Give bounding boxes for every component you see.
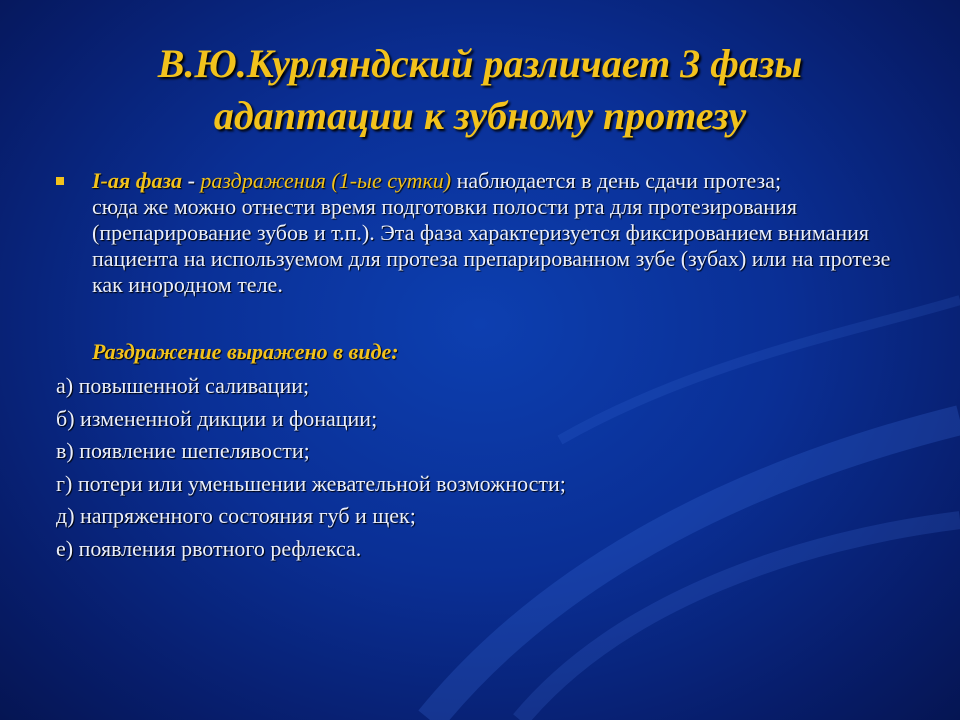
phase-description: раздражения (1-ые сутки) — [200, 168, 452, 193]
list-item: д) напряженного состояния губ и щек; — [56, 503, 416, 529]
phase-paragraph — [64, 168, 914, 298]
slide-title-line-1: В.Ю.Курляндский различает 3 фазы — [157, 41, 803, 86]
phase-continuation: сюда же можно отнести время подготовки полости рта для протезирования (препарирование зубов и т.п.). Эта фаза характеризуется фиксированием внимания пациента на используемом для протеза препарированном зубе (зубах) или на протезе как инородном теле. — [92, 194, 891, 297]
list-item: б) измененной дикции и фонации; — [56, 405, 378, 431]
phase-first-line — [64, 168, 914, 194]
irritation-subtitle: Раздражение выражено в виде: — [92, 339, 399, 364]
list-item: е) появления рвотного рефлекса. — [56, 535, 362, 561]
phase-separator: - — [182, 168, 201, 193]
phase-line1-rest: наблюдается в день сдачи протеза; — [451, 168, 782, 193]
square-bullet-icon — [56, 177, 64, 185]
list-item: а) повышенной саливации; — [56, 373, 310, 398]
phase-name: I-ая фаза — [92, 168, 183, 193]
slide-title — [60, 38, 900, 142]
slide-title-line-2: адаптации к зубному протезу — [213, 93, 747, 138]
list-item: в) появление шепелявости; — [56, 438, 310, 464]
list-item: г) потери или уменьшении жевательной возможности; — [56, 470, 566, 496]
symptom-list — [56, 370, 566, 566]
